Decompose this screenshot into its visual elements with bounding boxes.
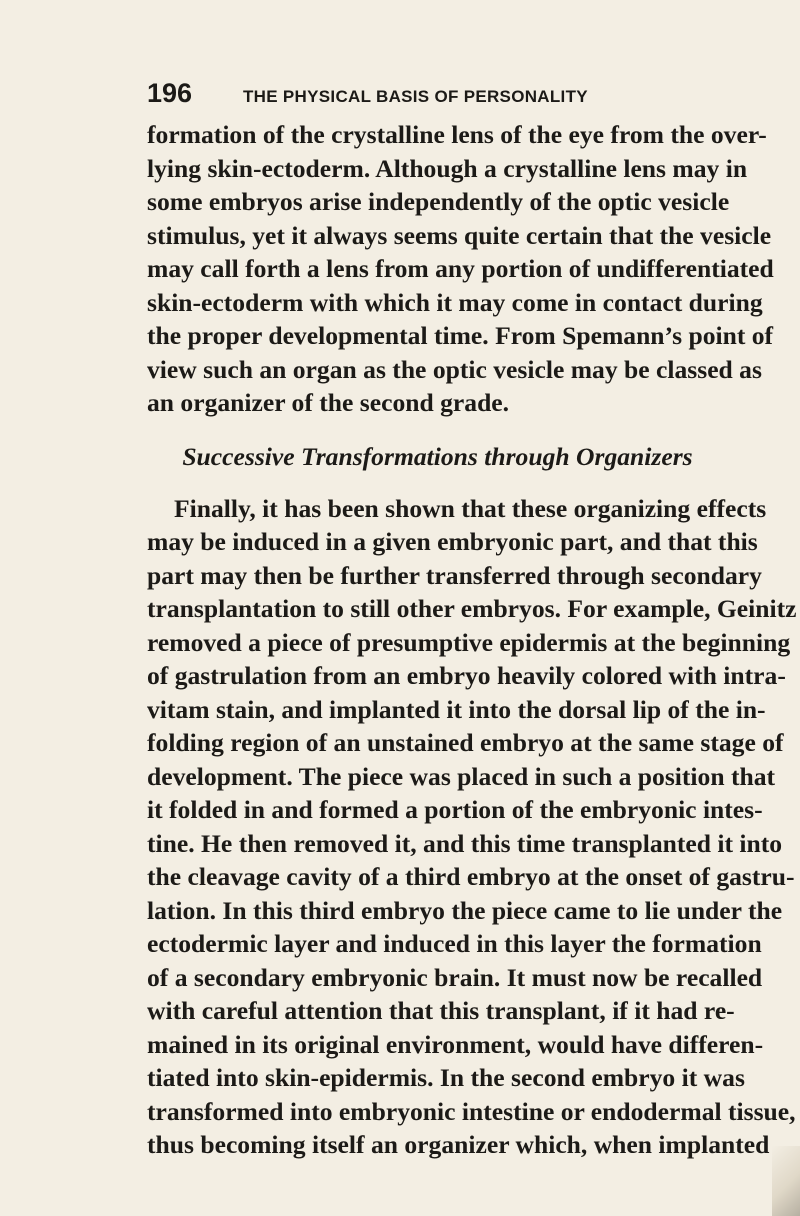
text-line: an organizer of the second grade. [147, 388, 510, 417]
running-title: THE PHYSICAL BASIS OF PERSONALITY [243, 87, 588, 106]
text-line: stimulus, yet it always seems quite certain that the vesicle [147, 220, 772, 250]
text-line: skin-ectoderm with which it may come in contact during [147, 287, 763, 317]
text-line: thus becoming itself an organizer which, when implanted [147, 1130, 770, 1159]
text-line: the proper developmental time. From Spemann’s point of [147, 321, 774, 350]
text-line: of a secondary embryonic brain. It must now be recalled [147, 962, 763, 992]
text-line: development. The piece was placed in such a position that [147, 761, 776, 791]
text-line: transplantation to still other embryos. For example, Geinitz [147, 594, 797, 623]
text-line: the cleavage cavity of a third embryo at the onset of gastru- [147, 862, 795, 891]
text-line: folding region of an unstained embryo at the same stage of [147, 728, 784, 757]
text-line: may be induced in a given embryonic part, and that this [147, 527, 758, 556]
text-line: tiated into skin-epidermis. In the second embryo it was [147, 1063, 745, 1092]
text-line: of gastrulation from an embryo heavily colored with intra- [147, 661, 786, 690]
text-line: some embryos arise independently of the optic vesicle [147, 187, 730, 216]
text-line: lation. In this third embryo the piece came to lie under the [147, 895, 783, 925]
text-line: tine. He then removed it, and this time transplanted it into [147, 828, 783, 858]
text-line: formation of the crystalline lens of the eye from the over- [147, 120, 767, 149]
page-number: 196 [147, 78, 193, 108]
text-line: view such an organ as the optic vesicle may be classed as [147, 354, 762, 384]
text-line: ectodermic layer and induced in this layer the formation [147, 929, 762, 958]
text-line: vitam stain, and implanted it into the dorsal lip of the in- [147, 694, 766, 724]
running-head [147, 78, 728, 114]
text-line: it folded in and formed a portion of the embryonic intes- [147, 795, 763, 824]
text-line: with careful attention that this transplant, if it had re- [147, 996, 735, 1025]
text-line: lying skin-ectoderm. Although a crystalline lens may in [147, 153, 748, 183]
paragraph-successive-transformations [147, 492, 797, 1162]
text-line: may call forth a lens from any portion of undifferentiated [147, 254, 774, 283]
text-line: transformed into embryonic intestine or endodermal tissue, [147, 1096, 796, 1126]
text-line: part may then be further transferred through secondary [147, 560, 762, 590]
section-heading: Successive Transformations through Organizers [182, 441, 693, 471]
text-line: mained in its original environment, would have differen- [147, 1029, 764, 1059]
text-line: removed a piece of presumptive epidermis at the beginning [147, 627, 791, 657]
paragraph-lens-formation [147, 118, 774, 420]
page-corner-shadow [772, 1146, 800, 1216]
text-line: Finally, it has been shown that these organizing effects [174, 493, 767, 523]
